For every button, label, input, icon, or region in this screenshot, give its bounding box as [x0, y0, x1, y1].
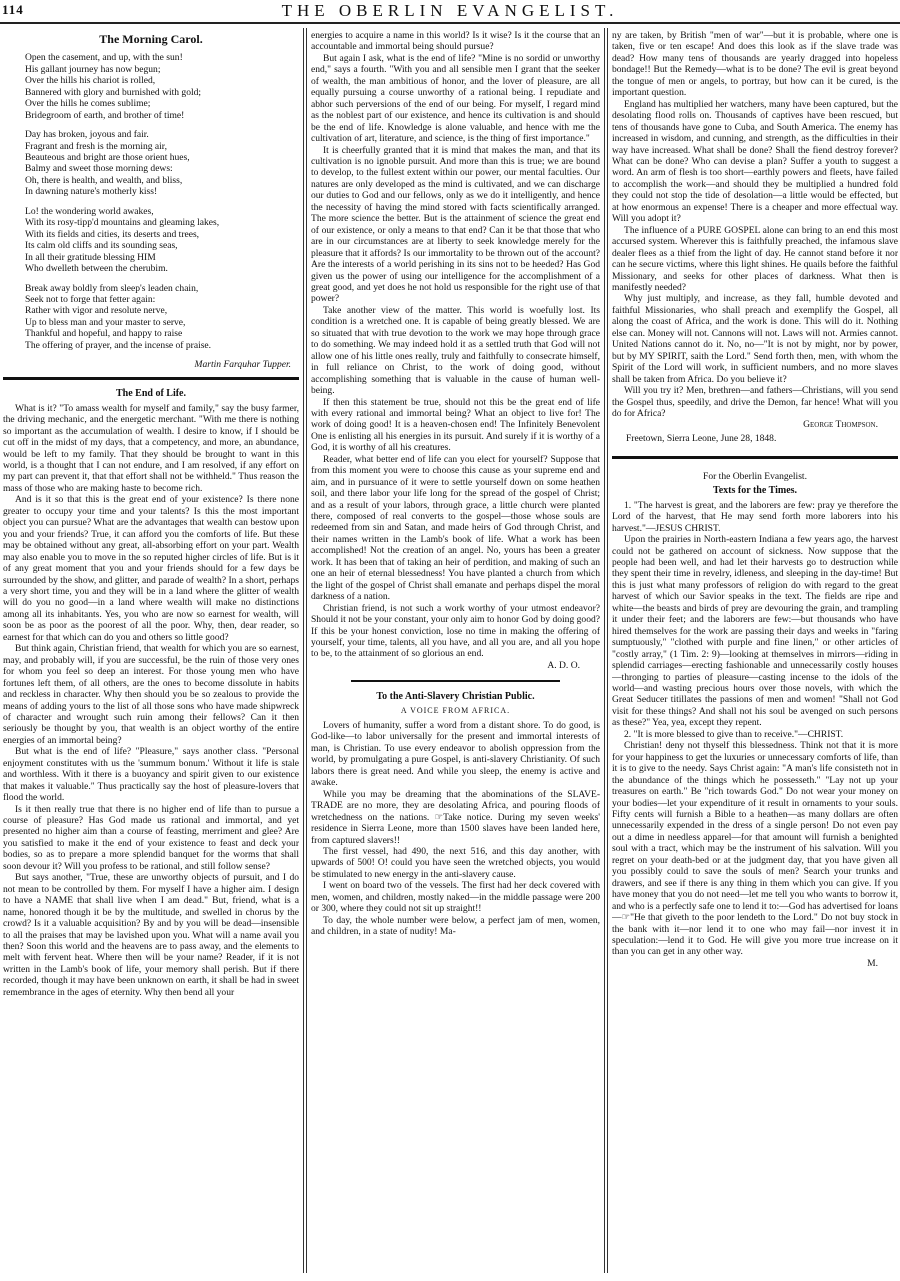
- poem-stanza: [25, 129, 299, 198]
- page-header: [0, 0, 900, 24]
- poem-line: Over the hills his chariot is rolled,: [25, 75, 156, 87]
- poem-line: Bannered with glory and burnished with gold;: [25, 86, 202, 98]
- poem-line: With its rosy-tipp'd mountains and gleaming lakes,: [25, 217, 220, 229]
- poem-line: Day has broken, joyous and fair.: [25, 129, 149, 141]
- article-paragraph: It is cheerfully granted that it is mind that makes the man, and that its cultivation is no ignoble pursuit. And more than this is true; we are bound to develop, to the fullest extent within our power, our mental faculties. Our natures are only developed as the mind is cultivated, and we can discharge our duties to God and our fellows, only as we do it intelligently, and hence the necessity of having the mind stored with facts scientifically arranged. The more science the better. But is the attainment of science the great end of our existence, or only a means to that end? Can it be that those that who are in our circumstances are at liberty to seek knowledge merely for the pleasure that it affords? Is our immortality to be thrown out of the account? Are the interests of a world perishing in its sins not to be heeded? Has God given us the power of using our intelligence for the accomplishment of a great good, and yet does he not hold us responsible for the right use of that power?: [311, 144, 600, 305]
- masthead: THE OBERLIN EVANGELIST.: [281, 1, 619, 20]
- poem-line: Open the casement, and up, with the sun!: [25, 52, 183, 64]
- poem-line: Fragrant and fresh is the morning air,: [25, 140, 167, 152]
- article-paragraph: Reader, what better end of life can you elect for yourself? Suppose that from this moment you were to choose this cause as your supreme end and aim, and in pursuance of it were to settle yourself down on some heathen soil, and there labor your life long for the spread of the gospel of Christ; and as a result of your labors, through grace, a little church were planted there, composed of real converts to the gospel—those whose souls are redeemed from sin and Satan, and made heirs of God through Christ, and their names written in the Lamb's book of life. What a work has been accomplished! Not the creation of an angel. No, yours has been a greater work. It has been that of taking an heir of perdition, and making of such an one an heir of eternal blessedness! You have planted a church from which the light of the gospel of Christ shall emanate and perhaps dispel the moral darkness of a nation.: [311, 453, 600, 603]
- article-paragraph: And is it so that this is the great end of your existence? Is there none greater to occupy your time and your talents? Is this the most important object you can pursue? What are the advantages that wealth can bestow upon you and your friends? True, it can afford you the comforts of life. But these may be obtained without any great, all-absorbing effort on your part. Wealth may also enable you to move in the so reputed higher circles of life. But is it of any great moment that you and your friends should for a few days be surrounded by the show, and glitter, and parade of wealth? In a short, perhaps a very short time, you and they will be in a land where the glitter of wealth will do you no good—in a land where wealth will make no distinctions among all its inhabitants. Yes, you who are now so earnest for wealth, will soon be as poor as the poorest of all the poor. Why, then, dear reader, so earnest for that which can do you and others so little good?: [3, 494, 299, 643]
- poem-line: Over the hills he comes sublime;: [25, 98, 151, 110]
- article-paragraph: Christian friend, is not such a work worthy of your utmost endeavor? Should it not be your constant, your only aim to honor God by doing good? If this be your honest conviction, lose no time in making the offering of yourself, your time, talents, all you have, and all you are, and all you hope to be, to the attainment of so glorious an end.: [311, 602, 600, 660]
- article-paragraph: The first vessel, had 490, the next 516, and this day another, with upwards of 500! O! could you have seen the wretched objects, you would be stimulated to new energy in the anti-slavery cause.: [311, 845, 600, 880]
- poem-line: Oh, there is health, and wealth, and bliss,: [25, 174, 183, 186]
- poem-stanza: [25, 206, 299, 275]
- ornament-divider: [351, 677, 560, 685]
- article-signature: George Thompson.: [803, 419, 878, 431]
- article-paragraph: Upon the prairies in North-eastern Indiana a few years ago, the harvest could not be gathered on account of sickness. Now suppose that the people had been well, and had let their harvests go to destruction while they spent their time in revelry, idleness, and sleeping in the day-time! But this is just what many professors of religion do with regard to the great harvest of which our Savior speaks in the text. The fields are ripe and white—the beasts and birds of prey are devouring the grain, and trampling it under their feet; and the laborers are few:—but thousands who have hired themselves for the work are passing their days and weeks in "faring sumptuously," "clothed with purple and fine linen," or other articles of "costly array," (1 Tim. 2: 9)—looking at themselves in mirrors—riding in splendid carriages—erecting fashionable and unnecessarily costly houses—thronging to parties of pleasure—casting incense to the idols of the world—and wasting precious hours over those novels, with which the Great Seducer titillates the passions of men and women! "Shall not God visit for these things? And shall not his soul be avenged on such persons as these?" Yea, yea, except they repent.: [612, 534, 898, 729]
- poem-line: The offering of prayer, and the incense of praise.: [25, 339, 212, 351]
- article-paragraph: The influence of a PURE GOSPEL alone can bring to an end this most accursed system. Wherever this is faithfully preached, the infamous slave dealer flees as a thief from the light of day. He cannot stand before it nor can he secure victims, where this light shines. He quails before the faithful Missionary, and seeks for other places of darkness. What then is manifestly needed?: [612, 224, 898, 293]
- poem-line: Up to bless man and your master to serve,: [25, 316, 186, 328]
- article-paragraph: Why just multiply, and increase, as they fall, humble devoted and faithful Missionaries, who shall preach and exemplify the Gospel, all along the coast of Africa, and the work is done. This will do it. Nothing else can. Money will not. Cannons will not. Laws will not. Armies cannot. United Nations cannot do it. No, no—"It is not by might, nor by power, but by MY SPIRIT, saith the Lord." Send forth then, men, with whom the Spirit of the Lord will work, in sufficient numbers, and no more slaves shall be taken from Africa. Do you believe it?: [612, 293, 898, 385]
- article-signature: A. D. O.: [547, 659, 580, 671]
- article-paragraph: 1. "The harvest is great, and the laborers are few: pray ye therefore the Lord of the harvest, that He may send forth more laborers into his harvest."—JESUS CHRIST.: [612, 499, 898, 534]
- article-paragraph: To day, the whole number were below, a perfect jam of men, women, and children, in a state of nudity! Ma-: [311, 914, 600, 938]
- poem-stanza: [25, 52, 299, 121]
- article-title: Texts for the Times.: [712, 484, 798, 496]
- poem-line: Bridegroom of earth, and brother of time!: [25, 109, 185, 121]
- column-rule: [604, 28, 608, 1273]
- article-paragraph: But again I ask, what is the end of life? "Mine is no sordid or unworthy end," says a fourth. "With you and all sensible men I grant that the seeker of wealth, the man ambitious of honor, and the lover of pleasure, are all equally pursuing a course unworthy of a rational being. I repudiate and abhor such perversions of the end of our being. For myself, I regard mind as the noblest part of our existence, and hence its cultivation is and should be the end of life. Knowledge is alone valuable, and hence with me the cultivation of art, literature, and science, is the thing of first importance.": [311, 52, 600, 145]
- poem-line: In all their gratitude blessing HIM: [25, 251, 156, 263]
- poem-stanza: [25, 283, 299, 352]
- article-paragraph: Take another view of the matter. This world is woefully lost. Its condition is a wretched one. It is capable of being greatly blessed. We are so situated that with true devotion to the work we may hope through grace to do something. We may indeed hold it as a settled truth that God will not allow one of his little ones really, truly and faithfully to consecrate himself, in full reliance on Christ, to the work of doing good, without accomplishing something that is valuable in the cause of human well-being.: [311, 304, 600, 397]
- poem-line: Thankful and hopeful, and happy to raise: [25, 328, 183, 340]
- article-paragraph: Is it then really true that there is no higher end of life than to pursue a course of pleasure? Has God made us rational and immortal, and yet presented no higher aim than a course of feasting, merriment and glee? Are you satisfied to make it the end of your existence to feast and deck your bodies, so as to prepare a more splendid banquet for the worms that shall soon devour it? Will you profess to be rational, and still follow sense?: [3, 803, 299, 872]
- article-paragraph: 2. "It is more blessed to give than to receive."—CHRIST.: [624, 728, 844, 740]
- poem-title: The Morning Carol.: [99, 32, 203, 46]
- poem: [25, 52, 299, 351]
- article-paragraph: Lovers of humanity, suffer a word from a distant shore. To do good, is God-like—to labor universally for the present and immortal interests of man, is Christian. To use every endeavor to abolish oppression from the world, by promulgating a pure Gospel, is anti-slavery Christianity. Of such labors there is great need. And while you sleep, the enemy is active and awake.: [311, 719, 600, 789]
- article-subtitle: A VOICE FROM AFRICA.: [400, 706, 511, 716]
- poem-line: Balmy and sweet those morning dews:: [25, 163, 173, 175]
- column-1: [3, 30, 299, 1270]
- article-signature: M.: [867, 957, 878, 969]
- column-3: [612, 30, 898, 1270]
- article-paragraph: energies to acquire a name in this world? Is it wise? Is it the course that an accountable and immortal being should pursue?: [311, 30, 600, 53]
- article-paragraph: England has multiplied her watchers, many have been captured, but the desolating flood rolls on. Thousands of captives have been rescued, but tens of thousands have gone to Cuba, and South America. The enemy has increased in wisdom, and cunning, and strength, as the difficulties in their way have increased. What shall be done? Shall the fiend destroy forever? What can be done? Who can devise a plan? Suffer a youth to suggest a word. An arm of flesh is too short—earthly powers and fleets, have failed to accomplish the work—and should they be multiplied a hundred fold they could not stop the tide of desolation—a little would be effected, but at how enormous an expense! There is a cheaper and more effectual way. Will you adopt it?: [612, 98, 898, 225]
- article-paragraph: Christian! deny not thyself this blessedness. Think not that it is more for your happiness to get the luxuries or unnecessary comforts of life, than it is to give to the needy. Says Christ again: "A man's life consisteth not in the abundance of the things which he possesseth." "Lay not up your treasures on earth." Be "rich towards God." Do not wear your money on your bodies—let your expenditure of it result in ornaments to your souls. Fifty cents will furnish a Bible to a heathen—as many dollars are often unnecessarily expended in the dress of a single person! Do not even pay out a dime in needless apparel—for that amount will furnish a benighted soul with a tract, which may be the instrument of his salvation. Will you regret on your death-bed or at the judgment day, that you have given all you possibly could to save the souls of men? Search your trunks and drawers, and see if there is any thing in them which you can give. If you have money that you do not need—let me tell you who wants to borrow it, and who is a perfectly safe one to lend it to:—God has advertised for loans—☞"He that giveth to the poor lendeth to the Lord." Do not buy stock in the bank with it—nor lend it to one who may fail—nor invest it in speculation:—lend it to God. He will give you more true increase on it than you can get in any other way.: [612, 740, 898, 958]
- article-paragraph: Will you try it? Men, brethren—and fathers—Christians, will you send the Gospel thus, speedily, and drive the Demon, far hence! What will you do for Africa?: [612, 385, 898, 419]
- article-paragraph: ny are taken, by British "men of war"—but it is probable, where one is taken, five or ten escape! And does this look as if the slave trade was dead? How many tens of thousands are yearly dragged into hopeless bondage!! But the Remedy—what is to be done? The evil is great beyond the tongue of men or angels, to portray, but how can it be cured, is the important question.: [612, 30, 898, 99]
- article-dateline: Freetown, Sierra Leone, June 28, 1848.: [626, 432, 777, 444]
- article-paragraph: If then this statement be true, should not this be the great end of life with every rational and immortal being? What an object to live for! The work of doing good! It is a heaven-chosen end! The Infinitely Benevolent One is enlisting all his energies in its pursuit. And surely if it is worthy of a God, it is worthy of all his creatures.: [311, 396, 600, 454]
- poem-line: Who dwelleth between the cherubim.: [25, 263, 168, 275]
- page-number: 114: [2, 2, 24, 17]
- article-title: To the Anti-Slavery Christian Public.: [376, 691, 535, 703]
- poem-line: Rather with vigor and resolute nerve,: [25, 305, 168, 317]
- poem-line: In dawning nature's motherly kiss!: [25, 186, 158, 198]
- poem-line: Seek not to forge that fetter again:: [25, 294, 156, 305]
- article-paragraph: I went on board two of the vessels. The first had her deck covered with men, women, and children, mostly naked—in the middle passage were 200 or 300, where they could not sit up straight!!: [311, 880, 600, 915]
- article-paragraph: But what is the end of life? "Pleasure," says another class. "Personal enjoyment constitutes with us the 'summum bonum.' Without it life is stale and worthless. With it there is a buoyancy and spirit given to our existence that makes it valuable." Thus practically say the host of pleasure-lovers that flood the world.: [3, 746, 299, 804]
- poem-line: Lo! the wondering world awakes,: [25, 205, 154, 217]
- section-divider: [3, 375, 299, 382]
- column-2: [311, 30, 600, 1270]
- article-paragraph: But think again, Christian friend, that wealth for which you are so earnest, may, and probably will, if you are successful, be the ruin of those very ones for whom you feel so deep an interest. For those young men who have fortunes left them, of all others, are the ones to become dissolute in habits and reckless in character. Why then should you be so zealous to provide the means of adding yours to the list of all those sons who have made shipwreck of character and wrought such ruin among their fellows? Can it then seriously be thought by you, that wealth is an object worthy of the entire energies of an immortal being?: [3, 643, 299, 746]
- poem-line: Beauteous and bright are those orient hues,: [25, 152, 190, 164]
- poem-line: Break away boldly from sleep's leaden chain,: [25, 282, 199, 294]
- article-paragraph: What is it? "To amass wealth for myself and family," say the busy farmer, the driving mechanic, and the energetic merchant. "With me there is nothing so important as the accumulation of wealth. I desire to know, if I should be cut off in the midst of my days, that a competency, and more, an abundance, would be left to my family. That they should be brought to want in this world, is a thought that I can not endure, and I am resolved, if any effort on my part can prevent it, that that effort shall not be withheld." Thus reason the mass of those who are making haste to become rich.: [3, 402, 299, 494]
- poem-line: Its calm old cliffs and its sounding seas,: [25, 240, 178, 252]
- section-divider: [612, 454, 898, 461]
- article-paragraph: But says another, "True, these are unworthy objects of pursuit, and I do not mean to be controlled by them. For myself I have a higher aim. I design to have a NAME that shall live when I am dead." But, friend, what is a name, honored though it be by the multitude, and swelled in chorus by the crowd? Is it a valuable acquisition? By and by you will be dead—insensible to all the praises that may be lavished upon you. What will a name avail you then? Soon this world and the heavens are to pass away, and the elements to melt with fervent heat. Where then will be your name? Reader, if it is not written in the Lamb's book of life, your memory shall perish. But if there recorded, though it may have been unknown on earth, it shall be had in sweet remembrance in the ages of eternity. Why then bend all your: [3, 872, 299, 998]
- article-pretitle: For the Oberlin Evangelist.: [703, 471, 807, 483]
- column-rule: [303, 28, 307, 1273]
- poem-line: With its fields and cities, its deserts and trees,: [25, 228, 200, 240]
- article-paragraph: While you may be dreaming that the abominations of the SLAVE-TRADE are no more, they are desolating Africa, and pouring floods of wretchedness on the nations. ☞Take notice. During my seven weeks' residence in Sierra Leone, more than 1500 slaves have been landed here, from captured slavers!!: [311, 788, 600, 846]
- poem-author: Martin Farquhar Tupper.: [194, 359, 291, 371]
- article-title: The End of Life.: [115, 387, 186, 399]
- poem-line: His gallant journey has now begun;: [25, 63, 161, 75]
